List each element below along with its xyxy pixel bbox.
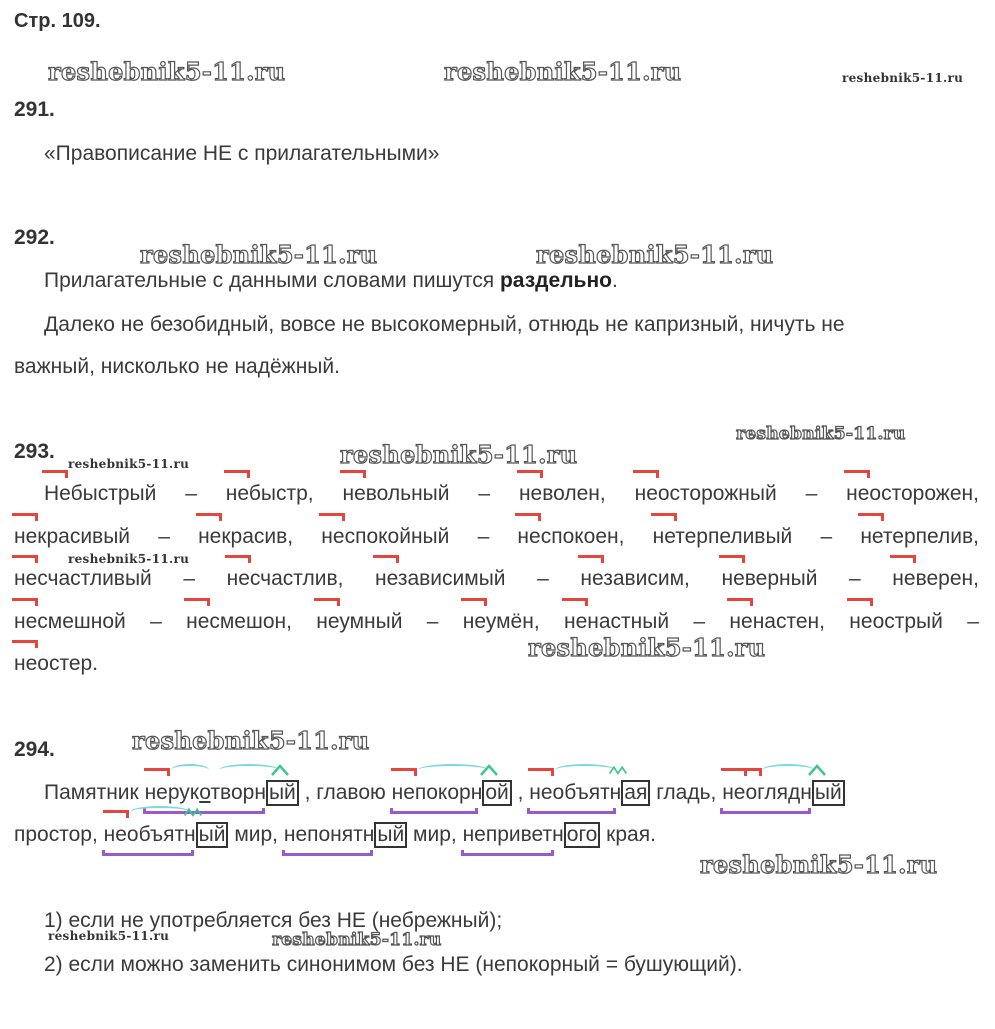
watermark: reshebnik5-11.ru <box>48 57 286 86</box>
prefix-mark <box>727 598 753 606</box>
text-span: Прилагательные с данными словами пишутся <box>44 269 500 292</box>
dash: – <box>967 610 979 633</box>
prefix-mark <box>461 598 487 606</box>
watermark: reshebnik5-11.ru <box>68 457 190 471</box>
adjective-word: ненастен, <box>729 610 825 634</box>
word: мир, <box>413 823 457 846</box>
prefix-mark <box>340 470 366 478</box>
prefix-mark <box>373 555 399 563</box>
adjective-word: некрасив, <box>198 525 293 549</box>
prefix-mark <box>12 640 38 648</box>
adjective-word: неволен, <box>519 482 606 506</box>
page-label: Стр. 109. <box>14 10 101 32</box>
suffix-mark <box>480 764 498 776</box>
dash: – <box>849 567 861 590</box>
prefix-mark <box>528 768 554 776</box>
dash: – <box>805 482 818 505</box>
root-text: рук <box>167 781 200 804</box>
adjective-word: Небыстрый <box>44 482 156 506</box>
adjective-word: несчастливый <box>14 567 152 591</box>
watermark: reshebnik5-11.ru <box>536 240 774 269</box>
prefix-mark <box>184 598 210 606</box>
morpheme-word <box>463 822 601 848</box>
dash: – <box>150 610 162 633</box>
prefix-mark <box>736 768 762 776</box>
adjective-word: независимый <box>375 567 506 591</box>
prefix-mark <box>42 470 68 478</box>
comma: , <box>517 781 524 804</box>
exercise-number: 294. <box>14 738 55 761</box>
prefix-mark <box>858 513 884 521</box>
ending-box: ой <box>482 780 511 806</box>
morpheme-word <box>145 780 299 806</box>
dash: – <box>183 567 196 590</box>
dash: – <box>537 567 549 590</box>
adjective-word: неумён, <box>463 610 540 634</box>
ending-box: ый <box>374 822 407 848</box>
dash: – <box>426 610 439 633</box>
word: гладь, <box>656 781 717 804</box>
adjective-word: неосторожен, <box>846 482 979 506</box>
dash: – <box>693 610 706 633</box>
watermark: reshebnik5-11.ru <box>48 929 170 943</box>
word-base-bracket <box>527 808 616 814</box>
adjective-word: несмешной <box>14 610 126 634</box>
root-arc <box>762 764 814 776</box>
word: края. <box>606 823 656 846</box>
root-text: творн <box>210 781 266 804</box>
adjective-word: неосторожный <box>635 482 777 506</box>
prefix-mark <box>844 470 870 478</box>
prefix-mark <box>562 598 588 606</box>
prefix-mark <box>719 555 745 563</box>
adjective-word: несчастлив, <box>227 567 344 591</box>
exercise-text <box>44 269 618 293</box>
text-row <box>14 652 979 676</box>
prefix-mark <box>847 598 873 606</box>
prefix-mark <box>224 470 250 478</box>
root-arc <box>171 764 209 776</box>
watermark: reshebnik5-11.ru <box>272 930 442 950</box>
adjective-word: неспокойный <box>321 525 449 549</box>
dash: – <box>478 482 491 505</box>
morpheme-word <box>529 780 650 806</box>
exercise-number: 293. <box>14 440 55 463</box>
watermark: reshebnik5-11.ru <box>736 424 906 444</box>
word: , главою <box>304 781 386 804</box>
root-arc <box>418 764 488 776</box>
word-base-bracket <box>720 808 810 814</box>
exercise-text: важный, нисколько не надёжный. <box>14 355 340 378</box>
watermark: reshebnik5-11.ru <box>700 850 938 879</box>
ending-box: ый <box>196 822 229 848</box>
watermark: reshebnik5-11.ru <box>842 71 964 85</box>
ending-box: ый <box>266 780 299 806</box>
dash: – <box>477 525 490 548</box>
adjective-word: неверный <box>721 567 817 591</box>
prefix-mark <box>225 555 251 563</box>
morpheme-word <box>722 780 844 806</box>
prefix-mark <box>633 470 659 478</box>
text-span: . <box>611 269 618 292</box>
prefix-mark <box>517 470 543 478</box>
adjective-word: неспокоен, <box>517 525 624 549</box>
adjective-word: невольный <box>342 482 449 506</box>
adjective-word: независим, <box>580 567 690 591</box>
ending-box: ый <box>812 780 845 806</box>
dash: – <box>820 525 833 548</box>
sentence-line <box>14 822 656 848</box>
suffix-mark <box>184 806 202 818</box>
text-row <box>14 525 979 549</box>
watermark: reshebnik5-11.ru <box>68 552 190 566</box>
dash: – <box>158 525 170 548</box>
text-row <box>14 610 979 634</box>
word-base-bracket <box>461 850 555 856</box>
bold-word: раздельно <box>499 269 612 292</box>
morpheme-word <box>284 822 407 848</box>
adjective-word: неумный <box>316 610 402 634</box>
root-arc <box>555 764 615 776</box>
suffix-mark <box>271 764 289 776</box>
stem-text: непокорн <box>391 781 483 804</box>
prefix-mark <box>144 768 170 776</box>
word-base-bracket <box>102 850 195 856</box>
morpheme-word <box>104 822 229 848</box>
suffix-mark <box>808 764 826 776</box>
adjective-word: ненастный <box>564 610 669 634</box>
word-base-bracket <box>390 808 478 814</box>
text-row <box>14 567 979 591</box>
exercise-number: 291. <box>14 98 55 121</box>
stem-text: необъятн <box>103 823 196 846</box>
text-row <box>44 482 979 506</box>
adjective-word: несмешон, <box>186 610 292 634</box>
ending-box: ая <box>621 780 650 806</box>
prefix-mark <box>391 768 417 776</box>
adjective-word: неострый <box>849 610 943 634</box>
sentence-line <box>44 780 845 806</box>
watermark: reshebnik5-11.ru <box>340 440 578 469</box>
prefix-mark <box>12 555 38 563</box>
prefix-mark <box>890 555 916 563</box>
word: простор, <box>14 823 98 846</box>
prefix-mark <box>651 513 677 521</box>
suffix-mark <box>609 764 627 776</box>
stem-text: необъятн <box>529 781 622 804</box>
prefix-mark <box>578 555 604 563</box>
adjective-word: нетерпеливый <box>653 525 793 549</box>
word: Памятник <box>44 781 139 804</box>
watermark: reshebnik5-11.ru <box>140 240 378 269</box>
morpheme-word <box>392 780 512 806</box>
adjective-word: некрасивый <box>14 525 130 549</box>
prefix-mark <box>196 513 222 521</box>
stem-text: неприветн <box>462 823 564 846</box>
adjective-word: неостер. <box>14 652 98 676</box>
prefix-mark <box>515 513 541 521</box>
rule-line: 2) если можно заменить синонимом без НЕ (непокорный = бушующий). <box>44 953 743 976</box>
watermark: reshebnik5-11.ru <box>444 57 682 86</box>
root-arc <box>219 764 279 776</box>
dash: – <box>185 482 197 505</box>
exercise-text: «Правописание НЕ с прилагательными» <box>44 142 440 165</box>
exercise-text: Далеко не безобидный, вовсе не высокомерный, отнюдь не капризный, ничуть не <box>44 313 845 336</box>
prefix-mark <box>314 598 340 606</box>
word-base-bracket <box>282 850 373 856</box>
word: мир, <box>234 823 279 846</box>
root-arc <box>130 806 190 818</box>
adjective-word: небыстр, <box>226 482 314 506</box>
prefix-mark <box>103 810 129 818</box>
adjective-word: неверен, <box>892 567 979 591</box>
prefix-mark <box>12 598 38 606</box>
stem-text: непонятн <box>283 823 375 846</box>
connecting-vowel: о <box>199 781 211 804</box>
watermark: reshebnik5-11.ru <box>528 633 766 662</box>
prefix-mark <box>319 513 345 521</box>
exercise-number: 292. <box>14 226 55 249</box>
adjective-word: нетерпелив, <box>860 525 979 549</box>
rule-line: 1) если не употребляется без НЕ (небрежный); <box>44 909 503 932</box>
prefix-mark <box>12 513 38 521</box>
ending-box: ого <box>564 822 601 848</box>
watermark: reshebnik5-11.ru <box>132 726 370 755</box>
prefix-text: не <box>144 781 168 804</box>
stem-text: неоглядн <box>722 781 812 804</box>
